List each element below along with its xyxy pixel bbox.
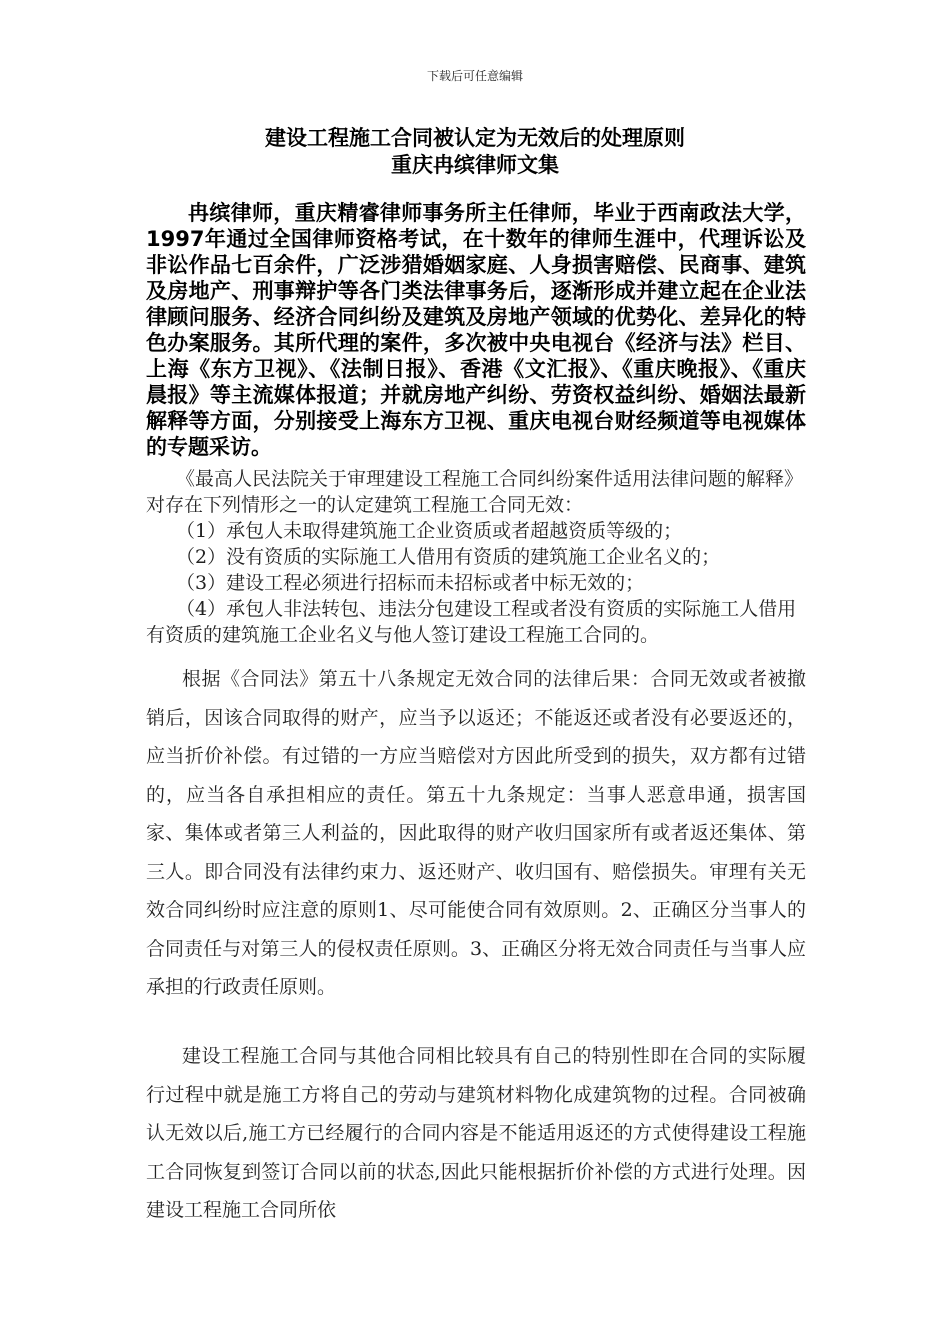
header-note: 下载后可任意编辑 bbox=[426, 69, 523, 83]
interpretation-section bbox=[146, 466, 806, 648]
document-title-block bbox=[0, 124, 950, 178]
document-subtitle: 重庆冉缤律师文集 bbox=[391, 152, 559, 177]
interpretation-item: （4）承包人非法转包、违法分包建设工程或者没有资质的实际施工人借用有资质的建筑施工企业名义与他人签订建设工程施工合同的。 bbox=[146, 598, 797, 646]
interpretation-item: （3）建设工程必须进行招标而未招标或者中标无效的； bbox=[176, 572, 645, 594]
interpretation-intro: 《最高人民法院关于审理建设工程施工合同纠纷案件适用法律问题的解释》对存在下列情形之一的认定建筑工程施工合同无效： bbox=[146, 468, 804, 516]
legal-consequence-paragraph: 根据《合同法》第五十八条规定无效合同的法律后果：合同无效或者被撤销后，因该合同取得的财产，应当予以返还；不能返还或者没有必要返还的，应当折价补偿。有过错的一方应当赔偿对方因此所受到的损失，双方都有过错的，应当各自承担相应的责任。第五十九条规定：当事人恶意串通，损害国家、集体或者第三人利益的，因此取得的财产收归国家所有或者返还集体、第三人。即合同没有法律约束力、返还财产、收归国有、赔偿损失。审理有关无效合同纠纷时应注意的原则1、尽可能使合同有效原则。2、正确区分当事人的合同责任与对第三人的侵权责任原则。3、正确区分将无效合同责任与当事人应承担的行政责任原则。 bbox=[146, 668, 806, 998]
document-title: 建设工程施工合同被认定为无效后的处理原则 bbox=[265, 125, 685, 150]
construction-contract-paragraph: 建设工程施工合同与其他合同相比较具有自己的特别性即在合同的实际履行过程中就是施工方将自己的劳动与建筑材料物化成建筑物的过程。合同被确认无效以后,施工方已经履行的合同内容是不能适用返还的方式使得建设工程施工合同恢复到签订合同以前的状态,因此只能根据折价补偿的方式进行处理。因建设工程施工合同所依 bbox=[146, 1045, 806, 1221]
lawyer-bio-paragraph: 冉缤律师，重庆精睿律师事务所主任律师，毕业于西南政法大学，1997年通过全国律师资格考试，在十数年的律师生涯中，代理诉讼及非讼作品七百余件，广泛涉猎婚姻家庭、人身损害赔偿、民商事、建筑及房地产、刑事辩护等各门类法律事务后，逐渐形成并建立起在企业法律顾问服务、经济合同纠纷及建筑及房地产领域的优势化、差异化的特色办案服务。其所代理的案件，多次被中央电视台《经济与法》栏目、上海《东方卫视》、《法制日报》、香港《文汇报》、《重庆晚报》、《重庆晨报》等主流媒体报道；并就房地产纠纷、劳资权益纠纷、婚姻法最新解释等方面，分别接受上海东方卫视、重庆电视台财经频道等电视媒体的专题采访。 bbox=[146, 201, 806, 459]
interpretation-item: （1）承包人未取得建筑施工企业资质或者超越资质等级的； bbox=[176, 520, 683, 542]
interpretation-item: （2）没有资质的实际施工人借用有资质的建筑施工企业名义的； bbox=[176, 546, 721, 568]
